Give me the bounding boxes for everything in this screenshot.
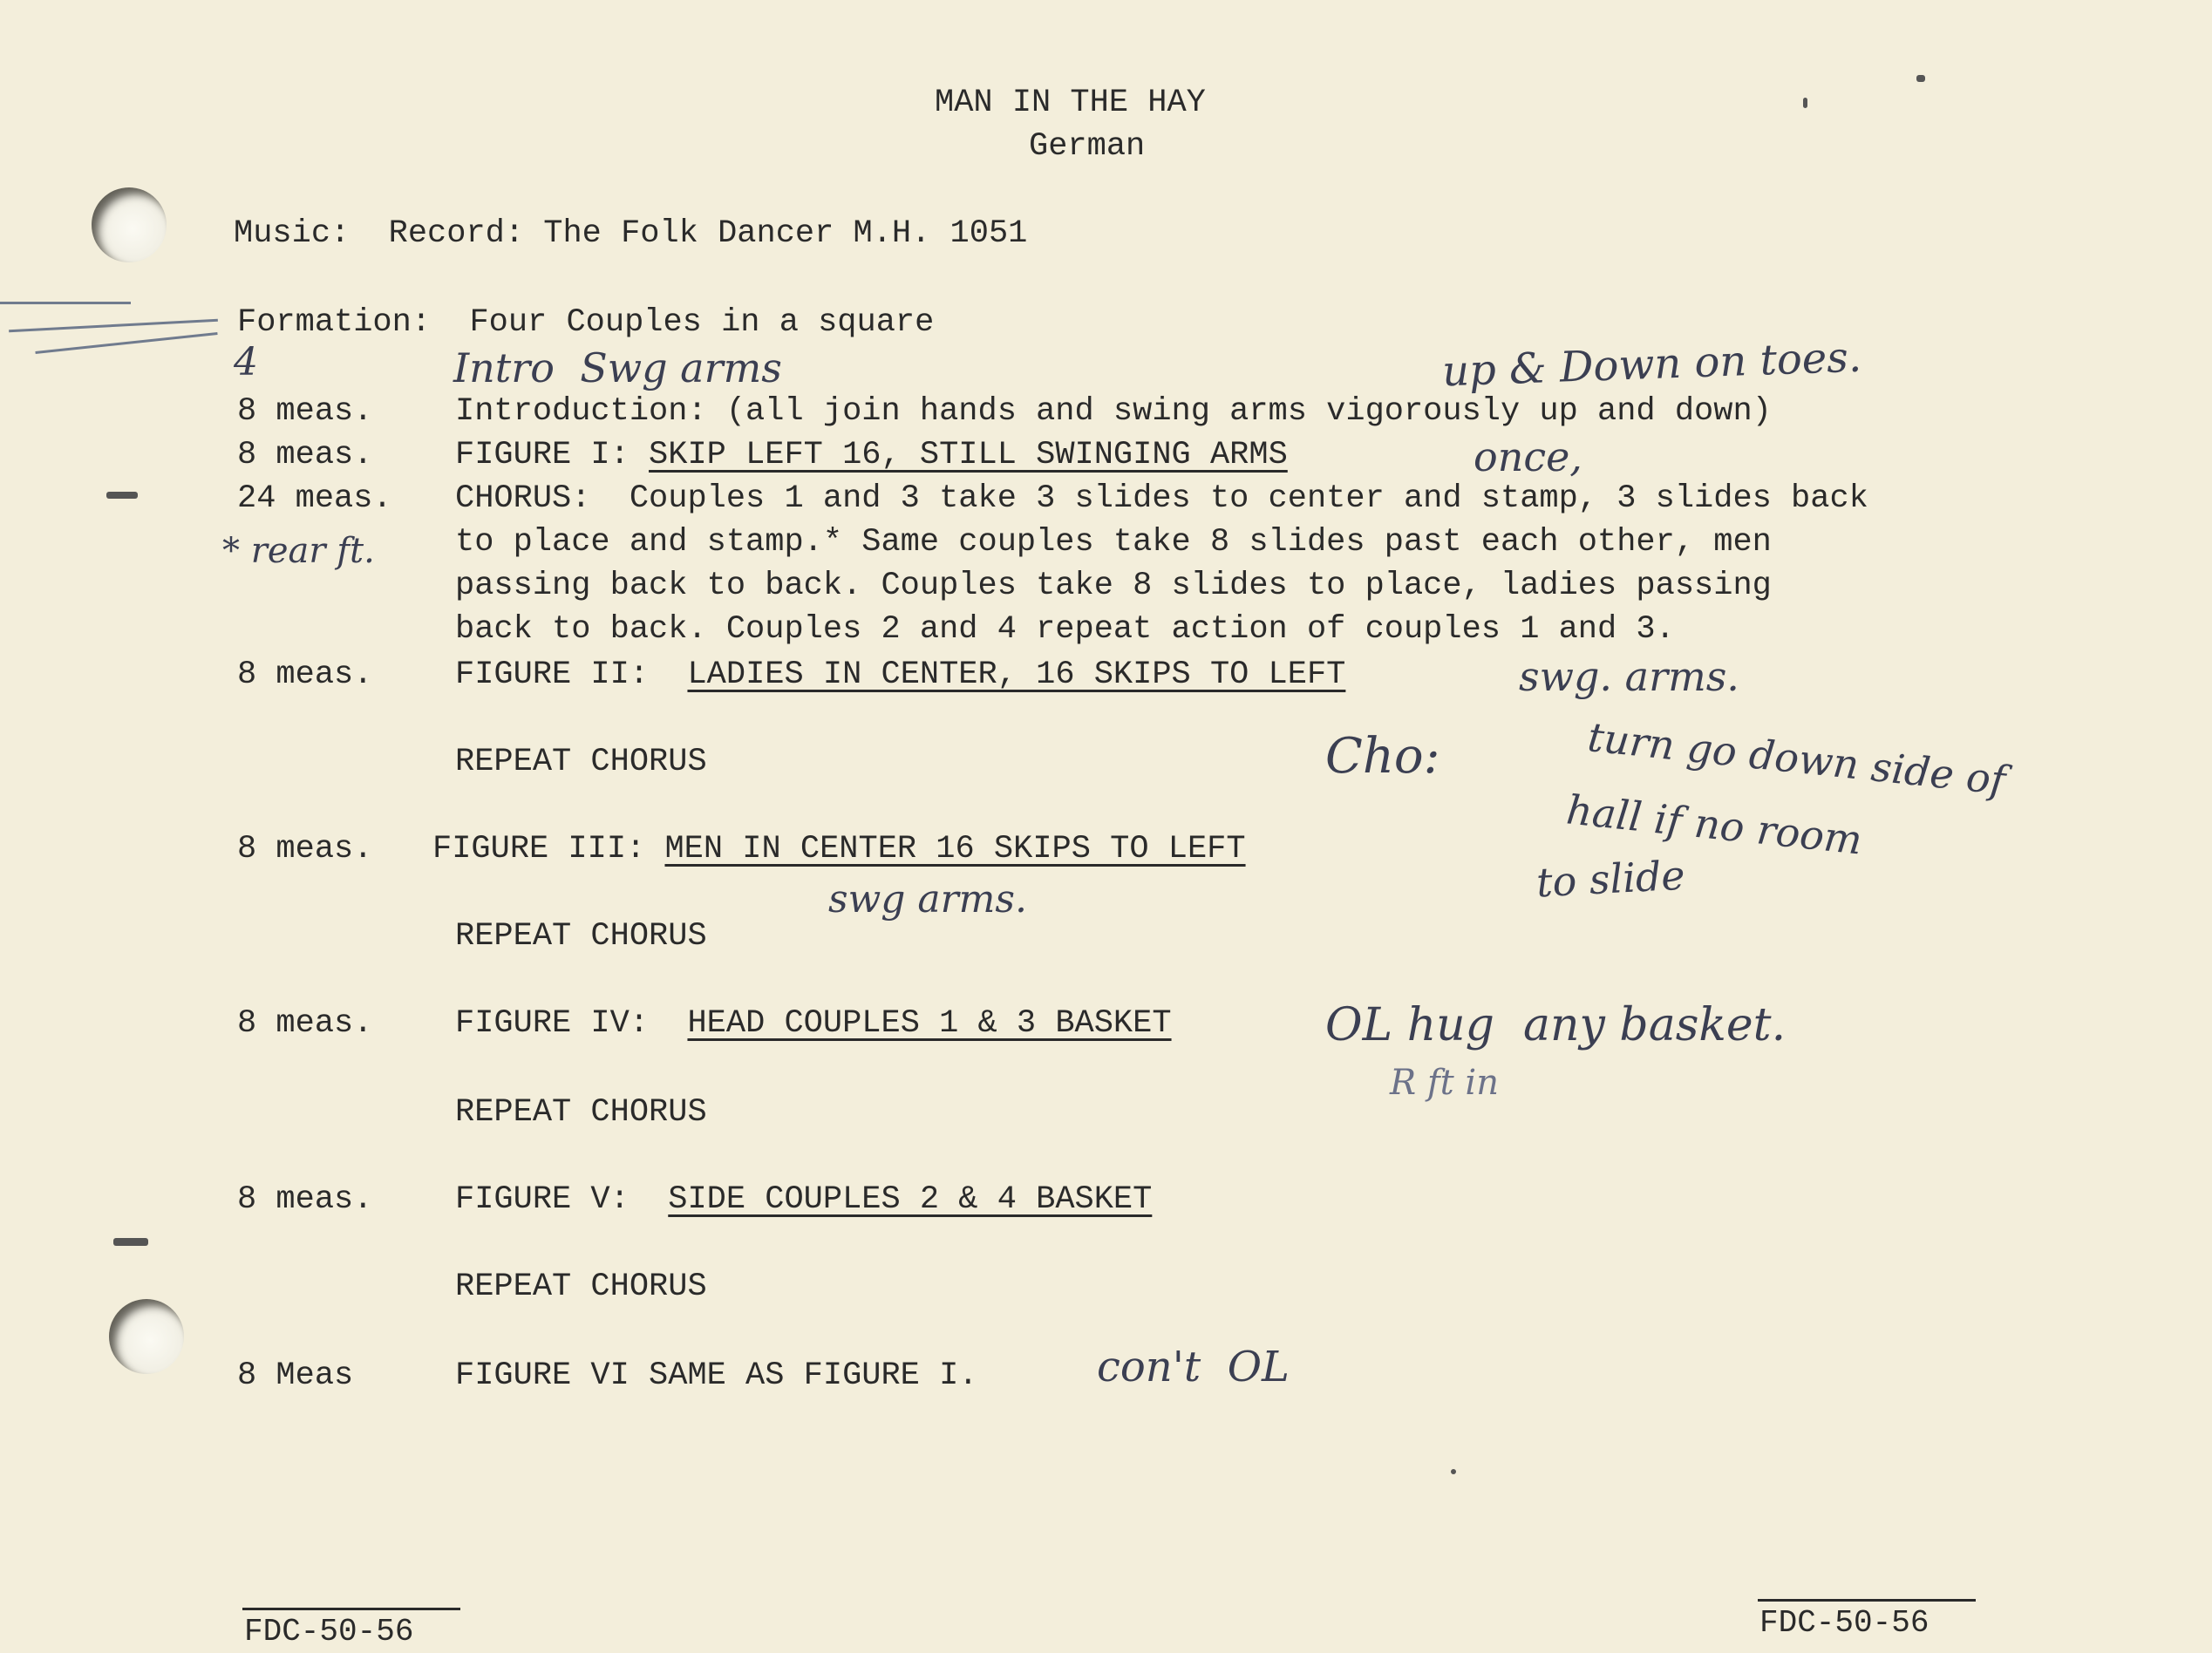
handwritten-once: once,: [1474, 433, 1582, 480]
handwritten-cho: Cho:: [1325, 728, 1440, 785]
row-meas: 8 meas.: [237, 393, 373, 430]
binder-hole-top: [92, 187, 167, 262]
document-subtitle: German: [1029, 128, 1146, 165]
handwritten-rear-ft: * rear ft.: [222, 531, 375, 571]
row-meas: 8 meas.: [237, 1005, 373, 1042]
row-lead: passing back to back. Couples take 8 slides to place, ladies passing: [455, 568, 1772, 604]
row-text: [455, 392, 1772, 431]
footer-code-right: FDC-50-56: [1759, 1605, 1930, 1641]
row-lead: REPEAT CHORUS: [455, 744, 707, 780]
handwritten-intro-note: Intro Swg arms: [453, 344, 782, 391]
row-lead: FIGURE VI SAME AS FIGURE I.: [455, 1357, 978, 1394]
pencil-streak: [0, 302, 131, 304]
row-text: [432, 830, 1246, 868]
row-underlined: SKIP LEFT 16, STILL SWINGING ARMS: [649, 437, 1288, 473]
row-lead: FIGURE II:: [455, 656, 688, 693]
row-text: [455, 743, 707, 781]
row-text: [455, 1093, 707, 1132]
pencil-streak: [9, 319, 218, 333]
row-text: [455, 1357, 978, 1395]
row-lead: Introduction: (all join hands and swing arms vigorously up and down): [455, 393, 1772, 430]
row-text: [455, 917, 707, 956]
handwritten-cont-ol: con't OL: [1097, 1343, 1290, 1391]
footer-rule-right: [1758, 1599, 1976, 1602]
footer-rule-left: [242, 1608, 460, 1610]
pencil-streak: [35, 332, 217, 354]
row-lead: FIGURE I:: [455, 437, 650, 473]
row-meas: 8 meas.: [237, 437, 373, 473]
row-meas: 8 meas.: [237, 656, 373, 693]
row-text: [455, 523, 1772, 561]
smudge: [1916, 75, 1925, 82]
handwritten-turn-line1: turn go down side of: [1585, 712, 2008, 805]
smudge: [1451, 1469, 1456, 1474]
row-meas: 8 Meas: [237, 1357, 354, 1394]
row-text: [455, 610, 1675, 649]
row-underlined: MEN IN CENTER 16 SKIPS TO LEFT: [664, 831, 1246, 867]
handwritten-turn-line3: to slide: [1535, 851, 1686, 907]
handwritten-r-ft-in: R ft in: [1390, 1063, 1499, 1103]
document-title: MAN IN THE HAY: [935, 85, 1206, 121]
row-text: [455, 1004, 1172, 1043]
row-text: [455, 1268, 707, 1306]
smudge: [113, 1238, 148, 1246]
row-lead: REPEAT CHORUS: [455, 1094, 707, 1131]
row-underlined: SIDE COUPLES 2 & 4 BASKET: [668, 1181, 1153, 1218]
row-meas: 8 meas.: [237, 831, 373, 867]
row-lead: to place and stamp.* Same couples take 8 slides past each other, men: [455, 524, 1772, 561]
handwritten-swg-arms: swg. arms.: [1519, 653, 1739, 700]
row-underlined: LADIES IN CENTER, 16 SKIPS TO LEFT: [687, 656, 1346, 693]
row-text: [455, 436, 1288, 474]
row-text: [455, 656, 1345, 694]
row-text: [455, 567, 1772, 605]
row-lead: CHORUS: Couples 1 and 3 take 3 slides to center and stamp, 3 slides back: [455, 480, 1868, 517]
row-meas: 24 meas.: [237, 480, 392, 517]
smudge: [1803, 98, 1807, 108]
row-text: [455, 480, 1868, 518]
row-lead: FIGURE V:: [455, 1181, 669, 1218]
music-line: Music: Record: The Folk Dancer M.H. 1051: [234, 215, 1028, 252]
row-lead: back to back. Couples 2 and 4 repeat action of couples 1 and 3.: [455, 611, 1675, 648]
row-lead: FIGURE III:: [432, 831, 665, 867]
handwritten-intro-count: 4: [234, 340, 258, 384]
handwritten-swg-arms: swg arms.: [828, 877, 1027, 922]
footer-code-left: FDC-50-56: [244, 1614, 414, 1650]
row-meas: 8 meas.: [237, 1181, 373, 1218]
row-lead: REPEAT CHORUS: [455, 918, 707, 955]
handwritten-up-down: up & Down on toes.: [1441, 332, 1862, 397]
row-text: [455, 1180, 1152, 1219]
binder-hole-bottom: [109, 1299, 184, 1374]
row-lead: REPEAT CHORUS: [455, 1269, 707, 1305]
smudge: [106, 492, 138, 499]
formation-line: Formation: Four Couples in a square: [237, 304, 935, 341]
row-underlined: HEAD COUPLES 1 & 3 BASKET: [687, 1005, 1172, 1042]
row-lead: FIGURE IV:: [455, 1005, 688, 1042]
handwritten-ol-hug: OL hug any basket.: [1325, 999, 1787, 1051]
handwritten-turn-line2: hall if no room: [1564, 786, 1865, 864]
